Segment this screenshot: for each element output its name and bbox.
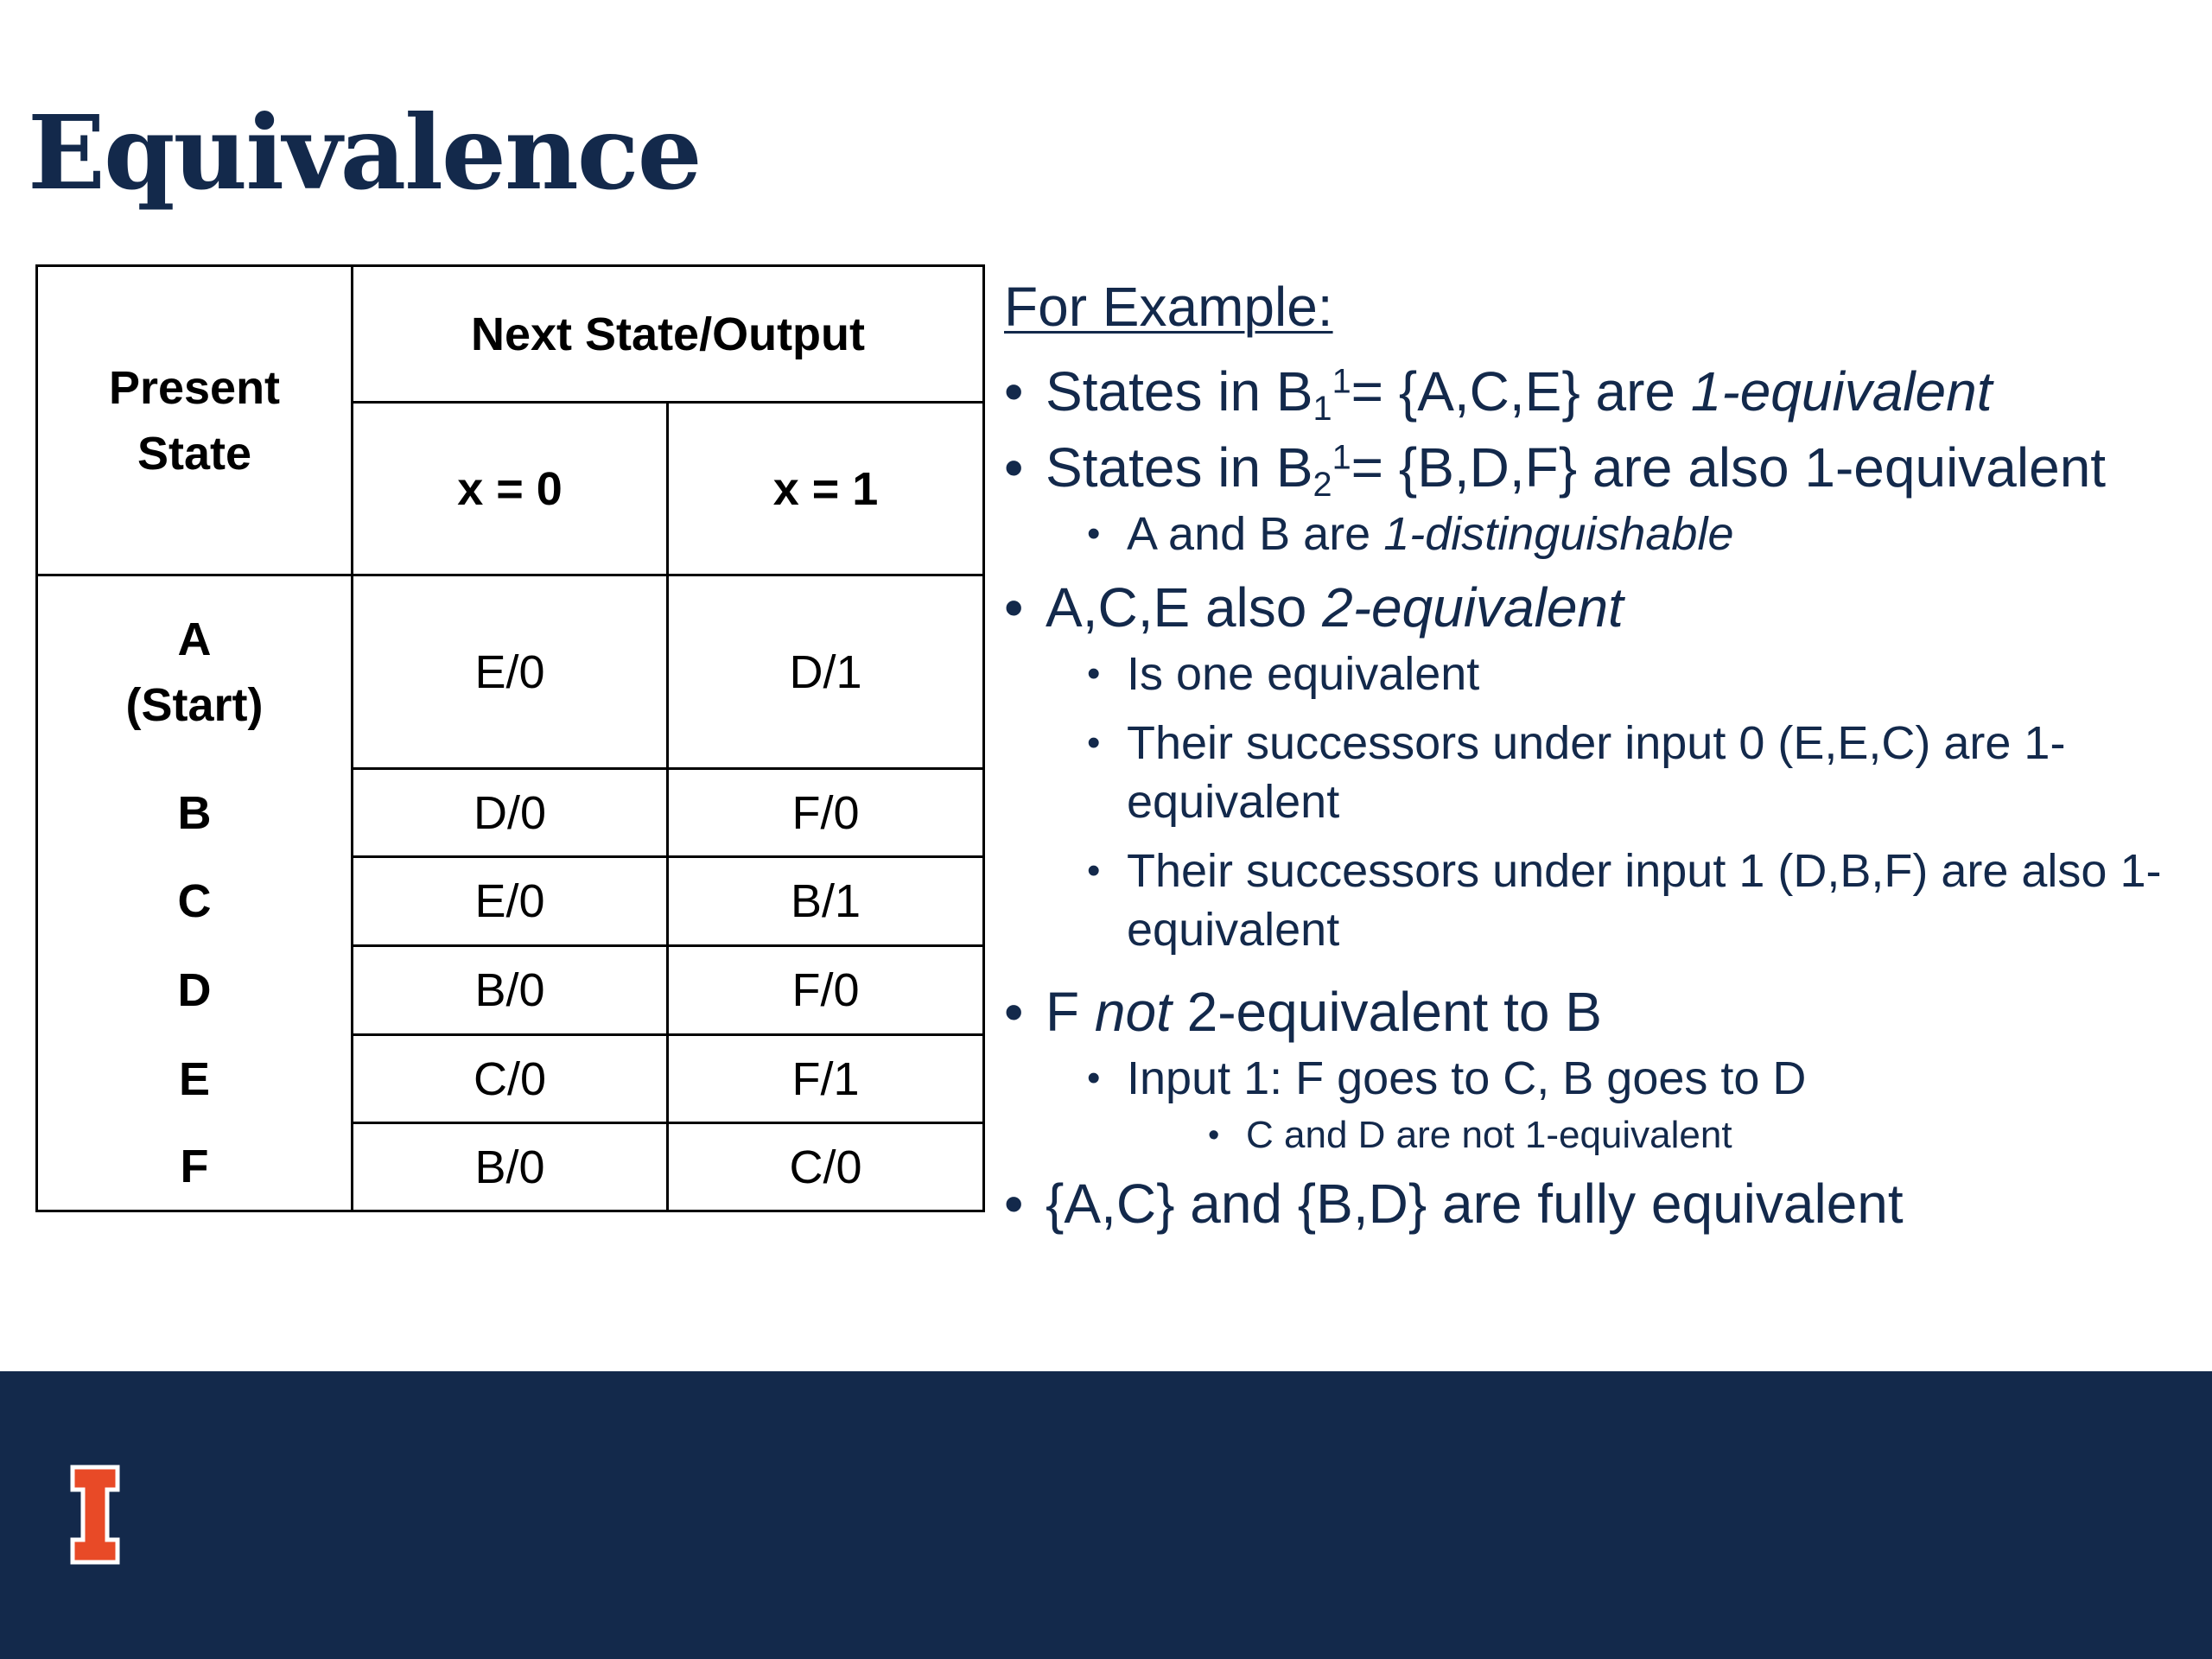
next-state-output-header: Next State/Output xyxy=(353,266,984,403)
x1-cell: F/1 xyxy=(668,1035,984,1123)
present-state-header xyxy=(37,266,353,575)
state-cell: D xyxy=(37,946,353,1035)
example-panel xyxy=(1004,275,2196,1246)
block-i-logo-icon xyxy=(67,1462,123,1567)
x1-cell: C/0 xyxy=(668,1123,984,1211)
example-bullets xyxy=(1004,358,2196,1237)
state-cell: C xyxy=(37,857,353,946)
bullet-a-b-distinguishable: • A and B are 1-distinguishable xyxy=(1087,505,2196,563)
x0-cell: B/0 xyxy=(353,946,668,1035)
state-table xyxy=(35,264,985,1212)
bullet-successors-input-0: • Their successors under input 0 (E,E,C) are 1-equivalent xyxy=(1087,714,2196,831)
bullet-fully-equivalent: • {A,C} and {B,D} are fully equivalent xyxy=(1004,1170,2196,1237)
sub-list xyxy=(1046,505,2196,563)
x0-cell: E/0 xyxy=(353,857,668,946)
x0-cell: B/0 xyxy=(353,1123,668,1211)
sub-list xyxy=(1127,1111,2196,1160)
state-label: A xyxy=(177,613,212,666)
x1-cell: F/0 xyxy=(668,946,984,1035)
slide-title: Equivalence xyxy=(28,92,701,213)
bullet-is-one-equivalent: • Is one equivalent xyxy=(1087,645,2196,703)
state-cell: E xyxy=(37,1035,353,1123)
table-row xyxy=(37,575,984,769)
sub-list xyxy=(1046,645,2196,959)
example-heading: For Example: xyxy=(1004,276,1333,338)
x1-cell: D/1 xyxy=(668,575,984,769)
state-cell xyxy=(37,575,353,769)
present-state-header-line1: Present xyxy=(108,361,281,414)
bullet-b2-equivalent: • States in $B_2^1= \{B,D,F\}$ are also 1-equivalent • A and B are 1-distinguishable xyxy=(1004,434,2196,563)
table-row xyxy=(37,1035,984,1123)
bullet-b1-equivalent: • States in $B_1^1= \{A,C,E\}$ are 1-equivalent xyxy=(1004,358,2196,425)
x0-cell: C/0 xyxy=(353,1035,668,1123)
sub-list xyxy=(1046,1049,2196,1160)
state-cell: B xyxy=(37,769,353,857)
bullet-successors-input-1: • Their successors under input 1 (D,B,F) are also 1-equivalent xyxy=(1087,842,2196,959)
x0-cell: D/0 xyxy=(353,769,668,857)
bullet-input-1: • Input 1: F goes to C, B goes to D • C and D are not 1-equivalent xyxy=(1087,1049,2196,1160)
state-cell: F xyxy=(37,1123,353,1211)
x1-header: x = 1 xyxy=(668,403,984,575)
bullet-ace-2-equivalent: • A,C,E also 2-equivalent • Is one equivalent • Their successors under input 0 (E,E,C) are 1-equivalent • Their successors under input 1 (D,B,F) are also 1-equivalent xyxy=(1004,574,2196,959)
bullet-c-d-not-equivalent: • C and D are not 1-equivalent xyxy=(1208,1111,2196,1160)
table-row xyxy=(37,769,984,857)
footer-bar xyxy=(0,1371,2212,1659)
x0-header: x = 0 xyxy=(353,403,668,575)
table-row xyxy=(37,857,984,946)
present-state-header-line2: State xyxy=(137,427,252,480)
bullet-f-not-2-equivalent: • F not 2-equivalent to B • Input 1: F goes to C, B goes to D • C and D are not 1-equivalent xyxy=(1004,978,2196,1160)
table-row xyxy=(37,946,984,1035)
x1-cell: F/0 xyxy=(668,769,984,857)
table-row xyxy=(37,1123,984,1211)
x1-cell: B/1 xyxy=(668,857,984,946)
state-note: (Start) xyxy=(125,679,264,732)
x0-cell: E/0 xyxy=(353,575,668,769)
